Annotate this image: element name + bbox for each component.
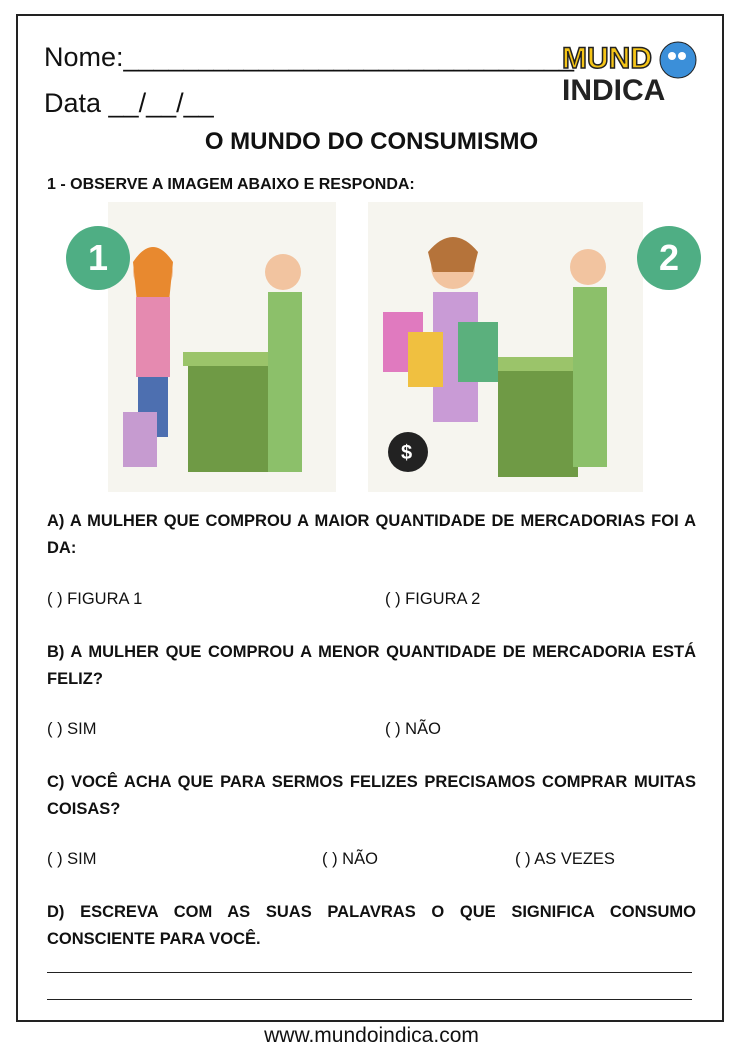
- option-figura-1[interactable]: ( ) FIGURA 1: [47, 590, 143, 608]
- name-field: Nome:______________________________: [44, 42, 575, 72]
- date-field: Data __/__/__: [44, 88, 214, 118]
- question-1-instruction: 1 - OBSERVE A IMAGEM ABAIXO E RESPONDA:: [47, 176, 415, 193]
- svg-text:$: $: [401, 442, 413, 464]
- figure-1-illustration: [108, 202, 336, 492]
- figure-1-badge: 1: [66, 226, 130, 290]
- option-b-nao[interactable]: ( ) NÃO: [385, 720, 441, 738]
- figure-2-badge: 2: [637, 226, 701, 290]
- option-c-as-vezes[interactable]: ( ) AS VEZES: [515, 850, 615, 868]
- svg-text:INDICA: INDICA: [562, 74, 666, 104]
- question-c: C) VOCÊ ACHA QUE PARA SERMOS FELIZES PRECISAMOS COMPRAR MUITAS COISAS?: [47, 773, 696, 818]
- answer-line-1[interactable]: [47, 972, 692, 973]
- svg-text:MUND: MUND: [562, 42, 652, 75]
- mundo-indica-logo: [560, 38, 720, 104]
- question-d: D) ESCREVA COM AS SUAS PALAVRAS O QUE SIGNIFICA CONSUMO CONSCIENTE PARA VOCÊ.: [47, 903, 696, 948]
- footer-url: www.mundoindica.com: [264, 1024, 479, 1047]
- question-a: A) A MULHER QUE COMPROU A MAIOR QUANTIDADE DE MERCADORIAS FOI A DA:: [47, 512, 696, 557]
- question-b: B) A MULHER QUE COMPROU A MENOR QUANTIDADE DE MERCADORIA ESTÁ FELIZ?: [47, 643, 696, 688]
- option-c-nao[interactable]: ( ) NÃO: [322, 850, 378, 868]
- answer-line-2[interactable]: [47, 999, 692, 1000]
- figure-2-illustration: [368, 202, 643, 492]
- option-b-sim[interactable]: ( ) SIM: [47, 720, 97, 738]
- option-c-sim[interactable]: ( ) SIM: [47, 850, 97, 868]
- option-figura-2[interactable]: ( ) FIGURA 2: [385, 590, 481, 608]
- page-title: O MUNDO DO CONSUMISMO: [204, 128, 539, 155]
